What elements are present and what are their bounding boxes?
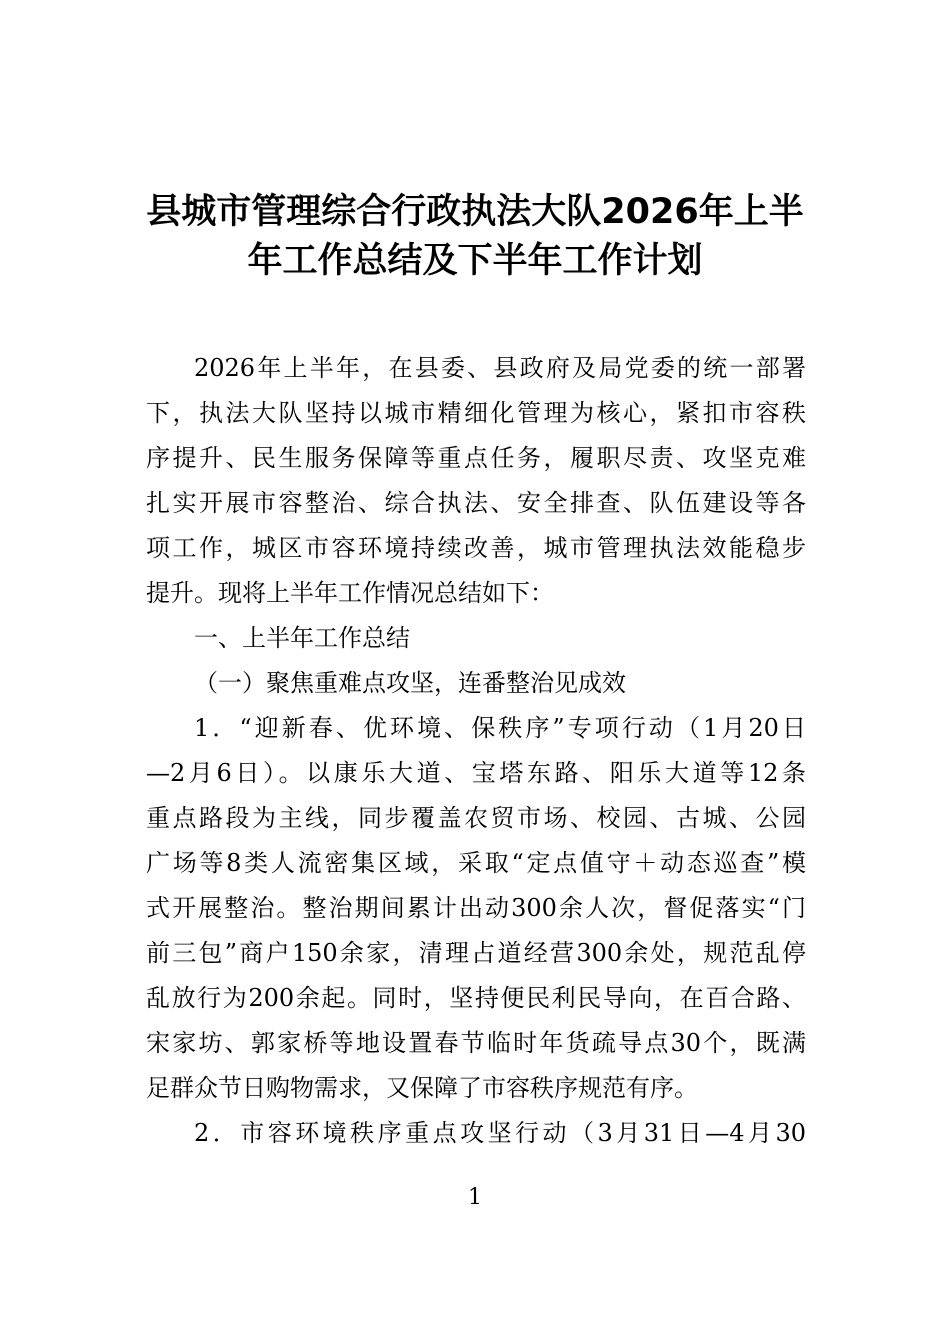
document-title-line-2: 年工作总结及下半年工作计划 [247, 241, 703, 281]
subsection-heading: （一）聚焦重难点攻坚，连番整治见成效 [194, 669, 626, 697]
paragraph-line: 乱放行为200余起。同时，坚持便民利民导向，在百合路、 [146, 984, 806, 1012]
paragraph-line: 前三包”商户150余家，清理占道经营300余处，规范乱停 [146, 939, 806, 967]
document-title-line-1: 县城市管理综合行政执法大队2026年上半 [146, 192, 804, 232]
paragraph-line: 项工作，城区市容环境持续改善，城市管理执法效能稳步 [146, 534, 806, 562]
paragraph-line: —2月6日）。以康乐大道、宝塔东路、阳乐大道等12条 [146, 759, 806, 787]
section-heading: 一、上半年工作总结 [194, 624, 410, 652]
paragraph-line: 宋家坊、郭家桥等地设置春节临时年货疏导点30个，既满 [146, 1029, 806, 1057]
paragraph-line: 足群众节日购物需求，又保障了市容秩序规范有序。 [146, 1074, 698, 1102]
paragraph-line: 提升。现将上半年工作情况总结如下： [146, 579, 554, 607]
paragraph-line: 重点路段为主线，同步覆盖农贸市场、校园、古城、公园 [146, 804, 806, 832]
paragraph-line: 序提升、民生服务保障等重点任务，履职尽责、攻坚克难 [146, 444, 806, 472]
paragraph-line: 1．“迎新春、优环境、保秩序”专项行动（1月20日 [194, 714, 806, 742]
paragraph-line: 广场等8类人流密集区域，采取“定点值守＋动态巡查”模 [146, 849, 806, 877]
paragraph-line: 2026年上半年，在县委、县政府及局党委的统一部署 [194, 354, 806, 382]
paragraph-line: 2．市容环境秩序重点攻坚行动（3月31日—4月30 [194, 1119, 806, 1147]
paragraph-line: 扎实开展市容整治、综合执法、安全排查、队伍建设等各 [146, 489, 806, 517]
paragraph-line: 式开展整治。整治期间累计出动300余人次，督促落实“门 [146, 894, 806, 922]
paragraph-line: 下，执法大队坚持以城市精细化管理为核心，紧扣市容秩 [146, 399, 806, 427]
page-number: 1 [468, 1185, 482, 1210]
